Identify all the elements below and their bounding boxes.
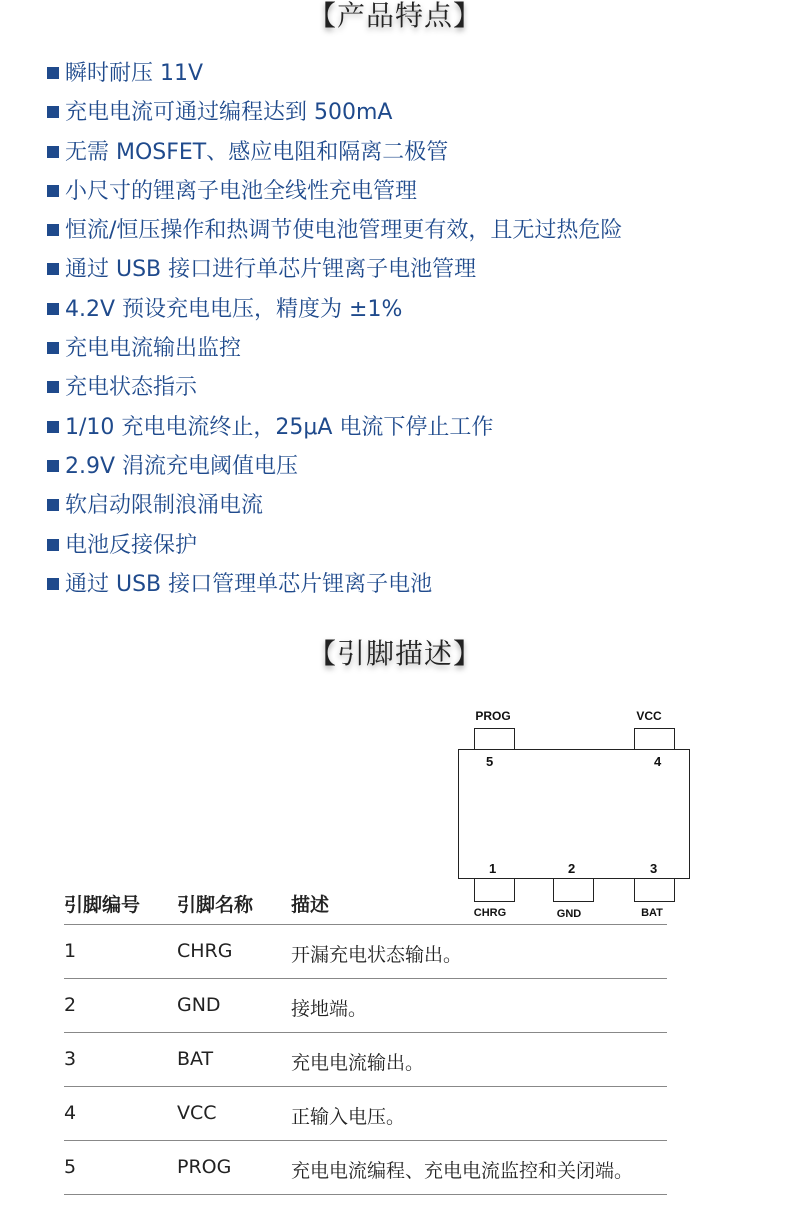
square-bullet-icon [47, 185, 59, 197]
feature-text: 通过 USB 接口进行单芯片锂离子电池管理 [65, 257, 477, 283]
header-pin-name: 引脚名称 [177, 894, 254, 916]
table-header [64, 880, 667, 924]
list-item [47, 135, 622, 174]
list-item [47, 252, 622, 291]
cell-pin-number: 2 [64, 994, 77, 1016]
square-bullet-icon [47, 106, 59, 118]
cell-description: 充电电流输出。 [291, 1052, 425, 1074]
table-row [64, 1033, 667, 1087]
header-pin-number: 引脚编号 [64, 894, 141, 916]
list-item [47, 370, 622, 409]
pin-label-prog: PROG [475, 709, 511, 723]
pin-pad-vcc [634, 728, 675, 750]
pin-label-bat: BAT [641, 907, 663, 919]
pin-label-chrg: CHRG [473, 907, 507, 919]
list-item [47, 528, 622, 567]
list-item [47, 56, 622, 95]
feature-text: 软启动限制浪涌电流 [65, 493, 264, 519]
pin-number-3: 3 [650, 861, 658, 876]
square-bullet-icon [47, 224, 59, 236]
table-row [64, 979, 667, 1033]
feature-text: 2.9V 涓流充电阈值电压 [65, 453, 299, 479]
cell-pin-name: VCC [177, 1102, 217, 1124]
square-bullet-icon [47, 421, 59, 433]
pin-number-2: 2 [568, 861, 576, 876]
pin-number-5: 5 [486, 754, 494, 769]
feature-text: 充电电流可通过编程达到 500mA [65, 100, 393, 126]
list-item [47, 292, 622, 331]
table-row [64, 1087, 667, 1141]
square-bullet-icon [47, 499, 59, 511]
header-description: 描述 [291, 894, 330, 916]
pin-label-vcc: VCC [636, 709, 662, 723]
feature-text: 恒流/恒压操作和热调节使电池管理更有效，且无过热危险 [65, 218, 623, 244]
table-row [64, 1141, 667, 1195]
pin-number-1: 1 [489, 861, 497, 876]
square-bullet-icon [47, 263, 59, 275]
cell-description: 开漏充电状态输出。 [291, 944, 463, 966]
feature-text: 4.2V 预设充电电压，精度为 ±1% [65, 296, 403, 322]
cell-pin-name: PROG [177, 1156, 232, 1178]
cell-description: 接地端。 [291, 998, 368, 1020]
square-bullet-icon [47, 381, 59, 393]
pin-number-4: 4 [654, 754, 662, 769]
feature-text: 无需 MOSFET、感应电阻和隔离二极管 [65, 139, 449, 165]
cell-pin-number: 3 [64, 1048, 77, 1070]
list-item [47, 331, 622, 370]
square-bullet-icon [47, 67, 59, 79]
cell-pin-number: 4 [64, 1102, 77, 1124]
list-item [47, 95, 622, 134]
list-item [47, 449, 622, 488]
feature-text: 通过 USB 接口管理单芯片锂离子电池 [65, 571, 433, 597]
cell-description: 充电电流编程、充电电流监控和关闭端。 [291, 1160, 634, 1182]
feature-text: 小尺寸的锂离子电池全线性充电管理 [65, 178, 418, 204]
square-bullet-icon [47, 303, 59, 315]
list-item [47, 213, 622, 252]
pins-title: 【引脚描述】 [307, 637, 482, 670]
table-row [64, 925, 667, 979]
cell-pin-name: CHRG [177, 940, 233, 962]
feature-text: 充电电流输出监控 [65, 336, 242, 362]
pin-label-gnd: GND [556, 908, 582, 920]
pin-table [64, 880, 667, 1195]
square-bullet-icon [47, 146, 59, 158]
features-title: 【产品特点】 [307, 0, 482, 32]
list-item [47, 174, 622, 213]
list-item [47, 488, 622, 527]
list-item [47, 410, 622, 449]
cell-pin-number: 5 [64, 1156, 77, 1178]
cell-pin-name: BAT [177, 1048, 214, 1070]
square-bullet-icon [47, 460, 59, 472]
feature-text: 1/10 充电电流终止，25μA 电流下停止工作 [65, 414, 494, 440]
list-item [47, 567, 622, 606]
cell-description: 正输入电压。 [291, 1106, 406, 1128]
features-list [47, 56, 622, 606]
cell-pin-name: GND [177, 994, 221, 1016]
cell-pin-number: 1 [64, 940, 77, 962]
square-bullet-icon [47, 578, 59, 590]
square-bullet-icon [47, 539, 59, 551]
feature-text: 瞬时耐压 11V [65, 61, 204, 86]
feature-text: 电池反接保护 [65, 532, 198, 558]
square-bullet-icon [47, 342, 59, 354]
pin-pad-prog [474, 728, 515, 750]
feature-text: 充电状态指示 [65, 375, 198, 401]
